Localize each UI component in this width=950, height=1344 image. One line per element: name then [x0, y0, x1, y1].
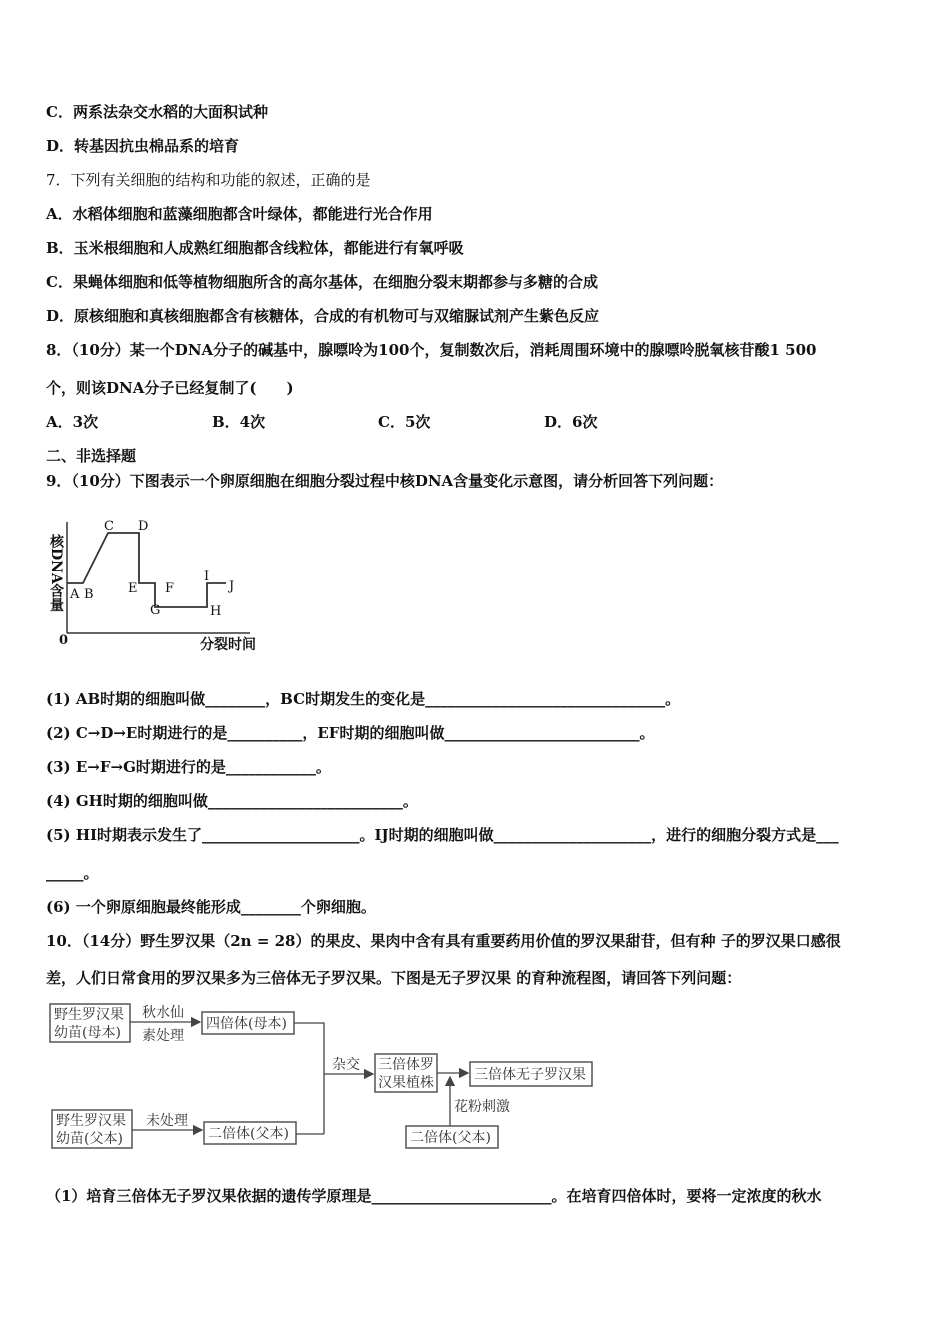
- triploid-text-1: 三倍体罗: [378, 1057, 434, 1073]
- q8-stem-line1: 8．（10分）某一个DNA分子的碱基中，腺嘌呤为100个，复制数次后，消耗周围环境中的腺嘌呤脱氧核苷酸1 500: [46, 341, 817, 359]
- wild-father-text-2: 幼苗(父本): [56, 1131, 123, 1147]
- colchicine-text-2: 素处理: [142, 1028, 184, 1044]
- q6-option-d: D．转基因抗虫棉品系的培育: [46, 137, 240, 155]
- q10-stem-line2: 差，人们日常食用的罗汉果多为三倍体无子罗汉果。下图是无子罗汉果 的育种流程图，请回答下列问题：: [46, 969, 742, 987]
- q9-stem: 9．（10分）下图表示一个卵原细胞在细胞分裂过程中核DNA含量变化示意图，请分析回答下列问题：: [46, 472, 724, 490]
- chart-label-c: C: [104, 519, 114, 534]
- q9-sub1: (1) AB时期的细胞叫做________，BC时期发生的变化是________________________________。: [46, 690, 681, 708]
- seedless-text: 三倍体无子罗汉果: [474, 1067, 586, 1083]
- q9-sub3: (3) E→F→G时期进行的是____________。: [46, 758, 331, 776]
- q6-option-c: C．两系法杂交水稻的大面积试种: [46, 103, 268, 121]
- diploid-father2-text: 二倍体(父本): [410, 1130, 491, 1146]
- q8-option-b: B．4次: [212, 413, 266, 431]
- q7-option-c: C．果蝇体细胞和低等植物细胞所含的高尔基体，在细胞分裂末期都参与多糖的合成: [46, 273, 598, 291]
- q7-option-b: B．玉米根细胞和人成熟红细胞都含线粒体，都能进行有氧呼吸: [46, 239, 464, 257]
- wild-father-text-1: 野生罗汉果: [56, 1113, 126, 1129]
- chart-label-i: I: [204, 569, 210, 584]
- q10-sub1: （1）培育三倍体无子罗汉果依据的遗传学原理是________________________。在培育四倍体时，要将一定浓度的秋水: [46, 1187, 822, 1205]
- chart-label-d: D: [138, 519, 149, 534]
- q9-sub5-line2: _____。: [46, 864, 99, 882]
- q9-sub4: (4) GH时期的细胞叫做__________________________。: [46, 792, 418, 810]
- q9-sub5-line1: (5) HI时期表示发生了_____________________。IJ时期的细胞叫做_____________________，进行的细胞分裂方式是___: [46, 826, 839, 844]
- chart-label-e: E: [128, 581, 138, 596]
- tetraploid-connector: [294, 1023, 324, 1134]
- chart-label-f: F: [165, 581, 175, 596]
- q7-option-a: A．水稻体细胞和蓝藻细胞都含叶绿体，都能进行光合作用: [46, 205, 433, 223]
- wild-mother-text-2: 幼苗(母本): [54, 1025, 121, 1041]
- cross-text: 杂交: [332, 1057, 360, 1073]
- chart-ylabel: 核DNA含量: [48, 534, 64, 612]
- chart-label-j: J: [229, 579, 235, 594]
- tetraploid-text: 四倍体(母本): [206, 1016, 287, 1032]
- breeding-flowchart: [40, 1000, 610, 1155]
- q8-option-a: A．3次: [46, 413, 99, 431]
- untreated-text: 未处理: [146, 1113, 188, 1129]
- chart-label-h: H: [210, 604, 222, 619]
- chart-label-a: A: [70, 587, 80, 602]
- chart-origin: 0: [59, 633, 69, 648]
- wild-mother-text-1: 野生罗汉果: [54, 1007, 124, 1023]
- q9-sub6: (6) 一个卵原细胞最终能形成________个卵细胞。: [46, 898, 376, 916]
- pollen-text: 花粉刺激: [454, 1099, 510, 1115]
- chart-xlabel: 分裂时间: [200, 637, 256, 653]
- colchicine-text-1: 秋水仙: [142, 1005, 184, 1021]
- section-heading: 二、非选择题: [46, 447, 137, 465]
- diploid-father-text: 二倍体(父本): [208, 1126, 289, 1142]
- triploid-text-2: 汉果植株: [378, 1075, 434, 1091]
- q7-stem: 7．下列有关细胞的结构和功能的叙述，正确的是: [46, 171, 371, 189]
- q8-option-d: D．6次: [544, 413, 598, 431]
- chart-label-g: G: [150, 603, 161, 618]
- q9-sub2: (2) C→D→E时期进行的是__________，EF时期的细胞叫做__________________________。: [46, 724, 655, 742]
- q8-option-c: C．5次: [378, 413, 431, 431]
- q8-options: [46, 412, 597, 432]
- q10-stem-line1: 10．（14分）野生罗汉果（2n = 28）的果皮、果肉中含有具有重要药用价值的罗汉果甜苷，但有种 子的罗汉果口感很: [46, 932, 841, 950]
- q7-option-d: D．原核细胞和真核细胞都含有核糖体，合成的有机物可与双缩脲试剂产生紫色反应: [46, 307, 600, 325]
- dna-content-chart: [40, 512, 280, 662]
- q8-stem-line2: 个，则该DNA分子已经复制了( ): [46, 379, 294, 397]
- chart-label-b: B: [84, 587, 94, 602]
